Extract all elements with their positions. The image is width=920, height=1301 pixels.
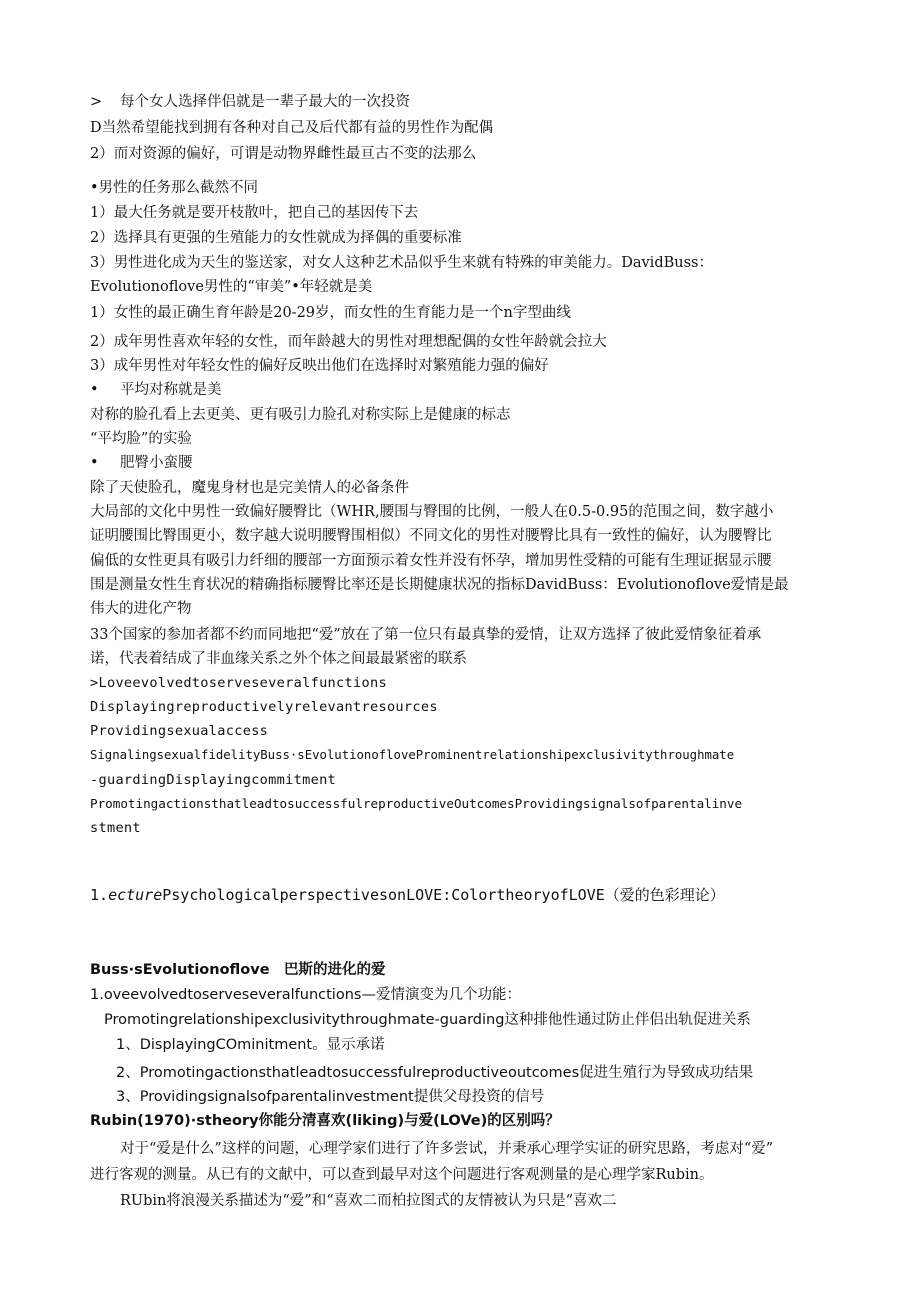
text-line: 围是测量女性生育状况的精确指标腰臀比率还是长期健康状况的指标DavidBuss：Evolutionoflove爱情是最 — [90, 577, 789, 593]
text-line: Evolutionoflove男性的“审美”•年轻就是美 — [90, 279, 373, 295]
paragraph-line: 进行客观的测量。从已有的文献中，可以查到最早对这个问题进行客观测量的是心理学家Rubin。 — [90, 1167, 714, 1183]
text-line: 1、DisplayingCOminitment。显示承诺 — [116, 1037, 385, 1053]
text-line: 1.oveevolvedtoserveseveralfunctions—爱情演变为几个功能： — [90, 987, 521, 1003]
text-line: 诺，代表着结成了非血缘关系之外个体之间最最紧密的联系 — [90, 651, 467, 667]
text-line: 除了天使脸孔，魔鬼身材也是完美情人的必备条件 — [90, 480, 409, 496]
bullet-line-symmetry — [90, 380, 222, 400]
text-line: 偏低的女性更具有吸引力纤细的腰部一方面预示着女性并没有怀孕，增加男性受精的可能有生理证据显示腰 — [90, 553, 772, 569]
dot-bullet-icon: • — [90, 455, 99, 471]
text-line: 3、Providingsignalsofparentalinvestment提供父母投资的信号 — [116, 1089, 545, 1105]
text-line: 33个国家的参加者都不约而同地把“爱”放在了第一位只有最真挚的爱情，让双方选择了彼此爱情象征着承 — [90, 627, 762, 643]
text-line: “平均脸”的实验 — [90, 431, 192, 447]
line-text: 平均对称就是美 — [120, 382, 222, 398]
text-line: Promotingrelationshipexclusivitythroughmate-guarding这种排他性通过防止伴侣出轨促进关系 — [104, 1012, 751, 1028]
bullet-line-waist — [90, 453, 193, 473]
english-line: -guardingDisplayingcommitment — [90, 772, 337, 788]
text-line: 1）最大任务就是要开枝散叶，把自己的基因传下去 — [90, 205, 419, 221]
bullet-line-invest — [90, 92, 410, 112]
english-line: SignalingsexualfidelityBuss·sEvolutionofloveProminentrelationshipexclusivitythroughmate — [90, 748, 735, 762]
english-line: Providingsexualaccess — [90, 723, 269, 739]
english-line: >Loveevolvedtoserveseveralfunctions — [90, 675, 387, 691]
line-text: 肥臀小蛮腰 — [120, 455, 193, 471]
paragraph-line: 对于“爱是什么”这样的问题，心理学家们进行了许多尝试，并秉承心理学实证的研究思路，考虑对“爱” — [120, 1141, 774, 1157]
lecture-topic: PsychologicalperspectivesonLOVE:ColortheoryofLOVE（爱的色彩理论） — [162, 886, 725, 904]
section-heading-buss: Buss·sEvolutionoflove 巴斯的进化的爱 — [90, 962, 386, 978]
text-line: 证明腰围比臀围更小，数字越大说明腰臀围相似）不同文化的男性对腰臀比具有一致性的偏好，认为腰臀比 — [90, 528, 772, 544]
text-line: 3）男性进化成为天生的鉴送家，对女人这种艺术品似乎生来就有特殊的审美能力。DavidBuss： — [90, 255, 713, 271]
lecture-word: ecture — [108, 886, 163, 904]
dot-bullet-icon: • — [90, 382, 99, 398]
english-line: PromotingactionsthatleadtosuccessfulreproductiveOutcomesProvidingsignalsofparentalinve — [90, 796, 743, 811]
text-line: 大局部的文化中男性一致偏好腰臀比（WHR,腰围与臀围的比例，一般人在0.5-0.95的范围之间，数字越小 — [90, 504, 774, 520]
text-line: 1）女性的最正确生育年龄是20-29岁，而女性的生育能力是一个n字型曲线 — [90, 305, 571, 321]
line-text: 每个女人选择伴侣就是一辈子最大的一次投资 — [120, 94, 410, 110]
english-line: Displayingreproductivelyrelevantresources — [90, 699, 438, 715]
text-line: D当然希望能找到拥有各种对自己及后代都有益的男性作为配偶 — [90, 120, 494, 136]
text-line: 对称的脸孔看上去更美、更有吸引力脸孔对称实际上是健康的标志 — [90, 407, 511, 423]
section-heading-rubin: Rubin(1970)·stheory你能分清喜欢(liking)与爱(LOVe)的区别吗？ — [90, 1113, 560, 1129]
arrow-bullet-icon: > — [90, 94, 103, 110]
text-line: 2）选择具有更强的生殖能力的女性就成为择偶的重要标准 — [90, 230, 462, 246]
text-line: 2、Promotingactionsthatleadtosuccessfulreproductiveoutcomes促进生殖行为导致成功结果 — [116, 1065, 754, 1081]
text-line: 2）而对资源的偏好，可谓是动物界雌性最亘古不变的法那么 — [90, 146, 477, 162]
text-line: 2）成年男性喜欢年轻的女性，而年龄越大的男性对理想配偶的女性年龄就会拉大 — [90, 334, 607, 350]
lecture-title — [90, 885, 725, 905]
text-line: 3）成年男性对年轻女性的偏好反映出他们在选择时对繁殖能力强的偏好 — [90, 358, 549, 374]
english-line: stment — [90, 820, 141, 836]
lecture-number: 1. — [90, 886, 109, 904]
text-line: 伟大的进化产物 — [90, 601, 192, 617]
section-heading-male-task: •男性的任务那么截然不同 — [90, 180, 259, 196]
paragraph-line: RUbin将浪漫关系描述为“爱”和“喜欢二而柏拉图式的友情被认为只是“喜欢二 — [120, 1193, 617, 1209]
